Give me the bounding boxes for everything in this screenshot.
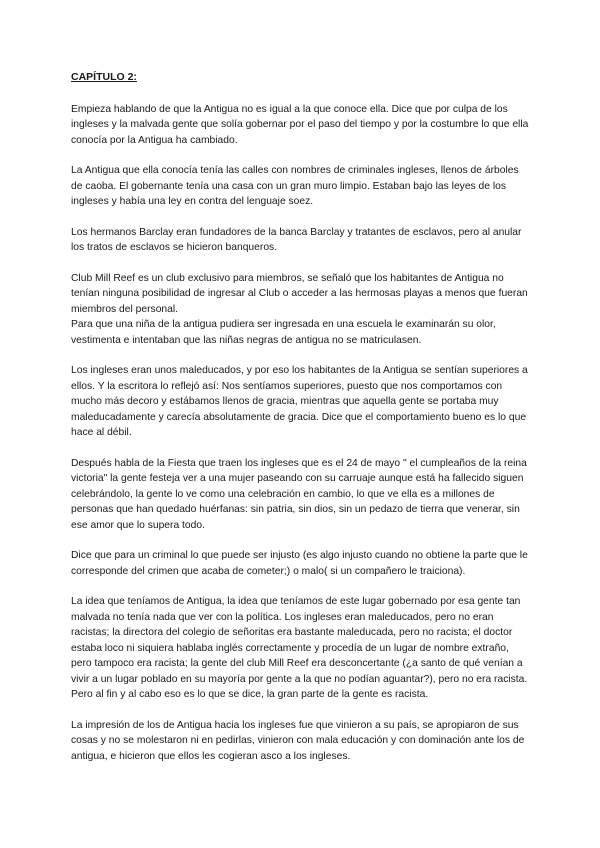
paragraph-9: La idea que teníamos de Antigua, la idea que teníamos de este lugar gobernado por esa gente tan malvada no tenía nada que ver con la política. Los ingleses eran maleducados, pero no eran racistas; la directora del colegio de señoritas era bastante maleducada, pero no racista; el doctor estaba loco ni siquiera hablaba inglés correctamente y procedía de un lugar de nombre extraño, pero tampoco era racista; la gente del club Mill Reef era desconcertante (¿a santo de qué venían a vivir a un lugar poblado en su mayoría por gente a la que no podían aguantar?), pero no era racista. Pero al fin y al cabo eso es lo que se dice, la gran parte de la gente es racista.: [71, 596, 528, 700]
paragraph-2: La Antigua que ella conocía tenía las calles con nombres de criminales ingleses, llenos de árboles de caoba. El gobernante tenía una casa con un gran muro limpio. Estaban bajo las leyes de los ingleses y había una ley en contra del lenguaje soez.: [71, 165, 519, 207]
paragraph-10: La impresión de los de Antigua hacia los ingleses fue que vinieron a su país, se apropiaron de sus cosas y no se molestaron ni en pedirlas, vinieron con mala educación y con dominación ante los de antigua, e hicieron que ellos les cogieran asco a los ingleses.: [71, 719, 525, 762]
chapter-heading: CAPÍTULO 2:: [71, 71, 137, 83]
paragraph-8: Dice que para un criminal lo que puede ser injusto (es algo injusto cuando no obtiene la parte que le corresponde del crimen que acaba de cometer;) o malo( si un compañero le traiciona).: [71, 550, 528, 577]
paragraph-5: Para que una niña de la antigua pudiera ser ingresada en una escuela le examinarán su olor, vestimenta e intentaban que las niñas negras de antigua no se matriculasen.: [71, 319, 496, 346]
paragraph-7: Después habla de la Fiesta que traen los ingleses que es el 24 de mayo " el cumpleaños de la reina victoria" la gente festeja ver a una mujer paseando con su carruaje aunque está ha fallecido siguen celebrándolo, la gente lo ve como una celebración en cambio, lo que ve ella es a millones de personas que han quedado huérfanas: sin patria, sin dios, sin un pedazo de tierra que venerar, sin ese amor que lo supera todo.: [71, 457, 527, 531]
paragraph-4: Club Mill Reef es un club exclusivo para miembros, se señaló que los habitantes de Antigua no tenían ninguna posibilidad de ingresar al Club o acceder a las hermosas playas a menos que fueran miembros del personal.: [71, 272, 528, 315]
paragraph-3: Los hermanos Barclay eran fundadores de la banca Barclay y tratantes de esclavos, pero al anular los tratos de esclavos se hicieron banqueros.: [71, 226, 522, 253]
paragraph-6: Los ingleses eran unos maleducados, y por eso los habitantes de la Antigua se sentían superiores a ellos. Y la escritora lo reflejó así: Nos sentíamos superiores, puesto que nos comportamos con mucho más decoro y estábamos llenos de gracia, mientras que aquella gente se portaba muy maleducadamente y carecía absolutamente de gracia. Dice que el comportamiento bueno es lo que hace al débil.: [71, 365, 528, 438]
paragraph-1: Empieza hablando de que la Antigua no es igual a la que conoce ella. Dice que por culpa de los ingleses y la malvada gente que solía gobernar por el paso del tiempo y por la costumbre lo que ella conocía por la Antigua ha cambiado.: [71, 103, 529, 146]
